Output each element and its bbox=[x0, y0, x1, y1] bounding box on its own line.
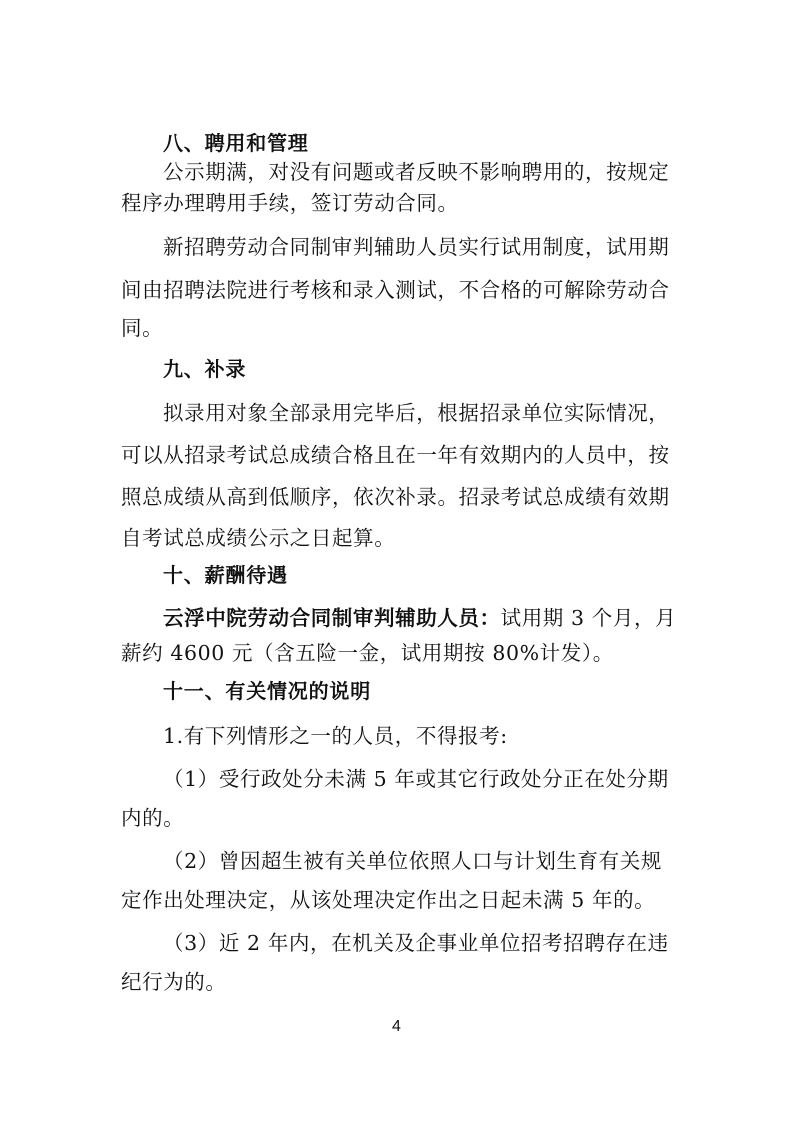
paragraph-line: 薪约 4600 元（含五险一金，试用期按 80%计发）。 bbox=[121, 641, 614, 665]
paragraph-line: 间由招聘法院进行考核和录入测试，不合格的可解除劳动合 bbox=[121, 278, 670, 302]
section-heading-notes: 十一、有关情况的说明 bbox=[163, 679, 371, 703]
paragraph-line: 程序办理聘用手续，签订劳动合同。 bbox=[121, 191, 459, 215]
paragraph-line: 可以从招录考试总成绩合格且在一年有效期内的人员中，按 bbox=[121, 443, 670, 467]
paragraph-line: 定作出处理决定，从该处理决定作出之日起未满 5 年的。 bbox=[121, 888, 656, 912]
paragraph-line: 新招聘劳动合同制审判辅助人员实行试用制度，试用期 bbox=[163, 235, 670, 259]
paragraph-line: 同。 bbox=[121, 316, 164, 340]
paragraph-line: （2）曾因超生被有关单位依照人口与计划生育有关规 bbox=[163, 849, 662, 873]
salary-position-label: 云浮中院劳动合同制审判辅助人员： bbox=[163, 606, 501, 630]
paragraph-line: （1）受行政处分未满 5 年或其它行政处分正在处分期 bbox=[163, 767, 669, 791]
paragraph-line: 自考试总成绩公示之日起算。 bbox=[121, 526, 396, 550]
paragraph-line: （3）近 2 年内，在机关及企事业单位招考招聘存在违 bbox=[163, 931, 669, 955]
paragraph-line: 纪行为的。 bbox=[121, 970, 227, 994]
salary-line bbox=[163, 604, 676, 632]
page-number: 4 bbox=[392, 1018, 401, 1035]
section-heading-supplementary: 九、补录 bbox=[163, 357, 247, 381]
salary-text: 试用期 3 个月，月 bbox=[500, 606, 677, 630]
paragraph-line: 照总成绩从高到低顺序，依次补录。招录考试总成绩有效期 bbox=[121, 485, 670, 509]
paragraph-line: 1.有下列情形之一的人员，不得报考: bbox=[163, 724, 508, 748]
paragraph-line: 内的。 bbox=[121, 806, 185, 830]
paragraph-line: 拟录用对象全部录用完毕后，根据招录单位实际情况， bbox=[163, 401, 670, 425]
section-heading-employment: 八、聘用和管理 bbox=[163, 131, 309, 155]
section-heading-salary: 十、薪酬待遇 bbox=[163, 563, 288, 587]
paragraph-line: 公示期满，对没有问题或者反映不影响聘用的，按规定 bbox=[163, 160, 670, 184]
